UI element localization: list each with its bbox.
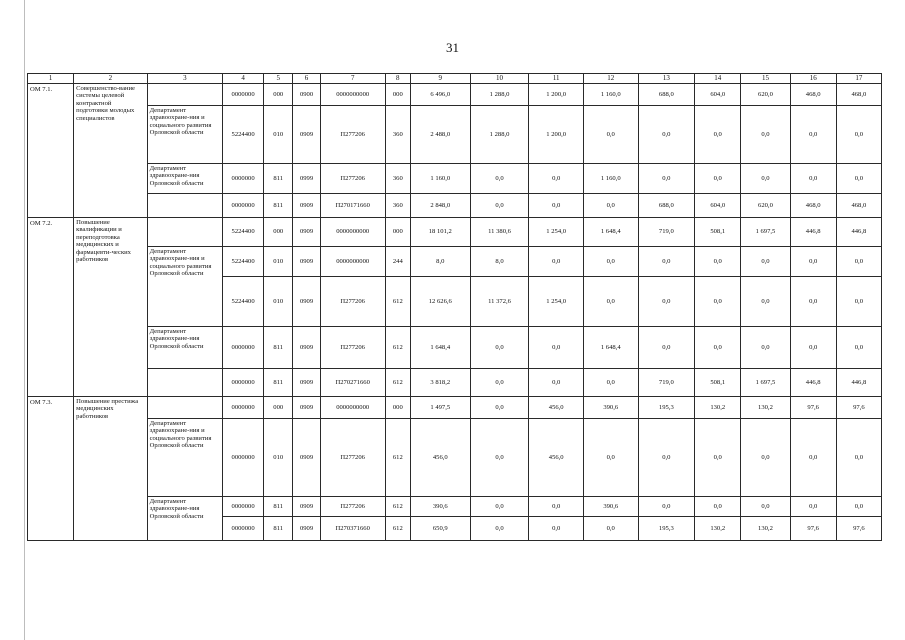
grbs-code-cell: 811 (264, 164, 293, 194)
year1-cell: 11 380,6 (470, 218, 529, 247)
year3-cell: 0,0 (583, 247, 638, 277)
expense-type-cell: 612 (385, 419, 410, 497)
measure-code-cell: ОМ 7.3. (28, 397, 74, 541)
year5-cell: 0,0 (695, 247, 741, 277)
column-number: 14 (695, 74, 741, 84)
year5-cell: 508,1 (695, 369, 741, 397)
kbk-code-cell: 5224400 (223, 247, 264, 277)
year2-cell: 0,0 (529, 497, 584, 517)
kbk-code-cell: 5224400 (223, 218, 264, 247)
expense-type-cell: 360 (385, 106, 410, 164)
year1-cell: 0,0 (470, 397, 529, 419)
year8-cell: 0,0 (836, 277, 881, 327)
total-cell: 1 497,5 (410, 397, 470, 419)
target-item-cell: П270171660 (320, 194, 385, 218)
left-margin-rule (24, 0, 25, 640)
grbs-code-cell: 010 (264, 247, 293, 277)
year3-cell: 0,0 (583, 517, 638, 541)
section-code-cell: 0909 (293, 397, 320, 419)
kbk-code-cell: 0000000 (223, 497, 264, 517)
total-cell: 1 648,4 (410, 327, 470, 369)
year8-cell: 97,6 (836, 397, 881, 419)
year5-cell: 0,0 (695, 327, 741, 369)
table-row (28, 419, 882, 497)
table-row (28, 84, 882, 106)
kbk-code-cell: 5224400 (223, 277, 264, 327)
section-code-cell: 0909 (293, 194, 320, 218)
grbs-code-cell: 811 (264, 327, 293, 369)
column-number: 15 (741, 74, 790, 84)
section-code-cell: 0909 (293, 369, 320, 397)
year4-cell: 0,0 (638, 106, 695, 164)
year4-cell: 0,0 (638, 247, 695, 277)
executor-cell (147, 218, 223, 247)
year8-cell: 468,0 (836, 84, 881, 106)
section-code-cell: 0909 (293, 327, 320, 369)
year6-cell: 0,0 (741, 327, 790, 369)
column-number: 10 (470, 74, 529, 84)
section-code-cell: 0909 (293, 247, 320, 277)
measure-name-cell: Повышение престижа медицинских работников (74, 397, 147, 541)
target-item-cell: П277206 (320, 106, 385, 164)
expense-type-cell: 360 (385, 194, 410, 218)
total-cell: 18 101,2 (410, 218, 470, 247)
year3-cell: 390,6 (583, 397, 638, 419)
year2-cell: 1 254,0 (529, 277, 584, 327)
target-item-cell: П277206 (320, 327, 385, 369)
year8-cell: 0,0 (836, 164, 881, 194)
year5-cell: 0,0 (695, 164, 741, 194)
section-code-cell: 0909 (293, 106, 320, 164)
year7-cell: 446,8 (790, 218, 836, 247)
year6-cell: 0,0 (741, 106, 790, 164)
year6-cell: 620,0 (741, 194, 790, 218)
executor-cell: Департамент здравоохране-ния Орловской области (147, 164, 223, 194)
target-item-cell: П270271660 (320, 369, 385, 397)
year4-cell: 0,0 (638, 164, 695, 194)
year6-cell: 1 697,5 (741, 218, 790, 247)
year2-cell: 456,0 (529, 419, 584, 497)
year2-cell: 0,0 (529, 247, 584, 277)
year5-cell: 0,0 (695, 497, 741, 517)
year3-cell: 0,0 (583, 106, 638, 164)
target-item-cell: 0000000000 (320, 247, 385, 277)
expense-type-cell: 612 (385, 369, 410, 397)
executor-cell (147, 369, 223, 397)
target-item-cell: П277206 (320, 277, 385, 327)
table-row (28, 369, 882, 397)
column-number: 1 (28, 74, 74, 84)
expense-type-cell: 612 (385, 277, 410, 327)
target-item-cell: П277206 (320, 497, 385, 517)
section-code-cell: 0909 (293, 277, 320, 327)
year6-cell: 130,2 (741, 397, 790, 419)
year8-cell: 0,0 (836, 247, 881, 277)
year7-cell: 0,0 (790, 277, 836, 327)
year6-cell: 0,0 (741, 277, 790, 327)
year3-cell: 0,0 (583, 369, 638, 397)
executor-cell: Департамент здравоохране-ния и социального развития Орловской области (147, 247, 223, 327)
column-number: 17 (836, 74, 881, 84)
column-number: 9 (410, 74, 470, 84)
grbs-code-cell: 811 (264, 369, 293, 397)
year4-cell: 195,3 (638, 517, 695, 541)
column-number: 16 (790, 74, 836, 84)
column-number: 13 (638, 74, 695, 84)
year4-cell: 195,3 (638, 397, 695, 419)
year1-cell: 0,0 (470, 419, 529, 497)
year7-cell: 0,0 (790, 164, 836, 194)
total-cell: 3 818,2 (410, 369, 470, 397)
target-item-cell: 0000000000 (320, 218, 385, 247)
measure-name-cell: Совершенство-вание системы целевой контрактной подготовки молодых специалистов (74, 84, 147, 218)
column-number: 3 (147, 74, 223, 84)
measure-code-cell: ОМ 7.2. (28, 218, 74, 397)
year1-cell: 0,0 (470, 327, 529, 369)
year2-cell: 1 254,0 (529, 218, 584, 247)
column-number: 12 (583, 74, 638, 84)
column-number: 5 (264, 74, 293, 84)
year2-cell: 0,0 (529, 369, 584, 397)
year5-cell: 604,0 (695, 84, 741, 106)
column-number: 6 (293, 74, 320, 84)
year6-cell: 0,0 (741, 419, 790, 497)
year8-cell: 0,0 (836, 327, 881, 369)
kbk-code-cell: 0000000 (223, 397, 264, 419)
year1-cell: 0,0 (470, 517, 529, 541)
target-item-cell: 0000000000 (320, 84, 385, 106)
target-item-cell: П277206 (320, 164, 385, 194)
column-number: 7 (320, 74, 385, 84)
year4-cell: 0,0 (638, 497, 695, 517)
executor-cell: Департамент здравоохране-ния Орловской области (147, 327, 223, 369)
year6-cell: 130,2 (741, 517, 790, 541)
executor-cell (147, 84, 223, 106)
page-number: 31 (446, 40, 459, 55)
year4-cell: 688,0 (638, 84, 695, 106)
column-number: 2 (74, 74, 147, 84)
year6-cell: 620,0 (741, 84, 790, 106)
year4-cell: 688,0 (638, 194, 695, 218)
total-cell: 650,9 (410, 517, 470, 541)
year7-cell: 0,0 (790, 106, 836, 164)
section-code-cell: 0909 (293, 517, 320, 541)
kbk-code-cell: 0000000 (223, 194, 264, 218)
grbs-code-cell: 010 (264, 277, 293, 327)
year8-cell: 0,0 (836, 419, 881, 497)
column-number: 4 (223, 74, 264, 84)
measure-code-cell: ОМ 7.1. (28, 84, 74, 218)
expense-type-cell: 612 (385, 327, 410, 369)
year3-cell: 390,6 (583, 497, 638, 517)
year2-cell: 1 200,0 (529, 84, 584, 106)
kbk-code-cell: 0000000 (223, 517, 264, 541)
grbs-code-cell: 811 (264, 194, 293, 218)
year2-cell: 0,0 (529, 164, 584, 194)
kbk-code-cell: 5224400 (223, 106, 264, 164)
year3-cell: 1 648,4 (583, 218, 638, 247)
section-code-cell: 0909 (293, 419, 320, 497)
year6-cell: 0,0 (741, 164, 790, 194)
year1-cell: 11 372,6 (470, 277, 529, 327)
kbk-code-cell: 0000000 (223, 84, 264, 106)
table-row (28, 218, 882, 247)
kbk-code-cell: 0000000 (223, 419, 264, 497)
table-row (28, 247, 882, 277)
year5-cell: 0,0 (695, 419, 741, 497)
year5-cell: 130,2 (695, 517, 741, 541)
executor-cell: Департамент здравоохране-ния и социального развития Орловской области (147, 106, 223, 164)
kbk-code-cell: 0000000 (223, 327, 264, 369)
table-body (28, 74, 882, 541)
target-item-cell: П277206 (320, 419, 385, 497)
total-cell: 390,6 (410, 497, 470, 517)
expense-type-cell: 612 (385, 517, 410, 541)
year3-cell: 1 648,4 (583, 327, 638, 369)
year3-cell: 0,0 (583, 277, 638, 327)
table-row (28, 106, 882, 164)
year6-cell: 0,0 (741, 497, 790, 517)
year3-cell: 0,0 (583, 194, 638, 218)
kbk-code-cell: 0000000 (223, 164, 264, 194)
year5-cell: 508,1 (695, 218, 741, 247)
year1-cell: 0,0 (470, 164, 529, 194)
table-row (28, 497, 882, 517)
year6-cell: 1 697,5 (741, 369, 790, 397)
grbs-code-cell: 811 (264, 497, 293, 517)
year7-cell: 97,6 (790, 397, 836, 419)
year3-cell: 0,0 (583, 419, 638, 497)
year2-cell: 1 200,0 (529, 106, 584, 164)
total-cell: 2 488,0 (410, 106, 470, 164)
table-row (28, 397, 882, 419)
year7-cell: 0,0 (790, 327, 836, 369)
expense-type-cell: 612 (385, 497, 410, 517)
section-code-cell: 0909 (293, 497, 320, 517)
table-row (28, 194, 882, 218)
year7-cell: 0,0 (790, 419, 836, 497)
expense-type-cell: 000 (385, 218, 410, 247)
column-number: 8 (385, 74, 410, 84)
grbs-code-cell: 000 (264, 397, 293, 419)
year5-cell: 604,0 (695, 194, 741, 218)
expense-type-cell: 000 (385, 397, 410, 419)
year7-cell: 97,6 (790, 517, 836, 541)
grbs-code-cell: 010 (264, 106, 293, 164)
budget-table (27, 73, 882, 541)
total-cell: 1 160,0 (410, 164, 470, 194)
year5-cell: 0,0 (695, 277, 741, 327)
target-item-cell: П270371660 (320, 517, 385, 541)
year7-cell: 468,0 (790, 194, 836, 218)
year7-cell: 0,0 (790, 247, 836, 277)
year2-cell: 0,0 (529, 194, 584, 218)
year7-cell: 0,0 (790, 497, 836, 517)
grbs-code-cell: 811 (264, 517, 293, 541)
section-code-cell: 0999 (293, 164, 320, 194)
total-cell: 12 626,6 (410, 277, 470, 327)
executor-cell: Департамент здравоохране-ния и социального развития Орловской области (147, 419, 223, 497)
executor-cell (147, 194, 223, 218)
total-cell: 2 848,0 (410, 194, 470, 218)
year7-cell: 446,8 (790, 369, 836, 397)
year1-cell: 8,0 (470, 247, 529, 277)
target-item-cell: 0000000000 (320, 397, 385, 419)
executor-cell (147, 397, 223, 419)
column-number: 11 (529, 74, 584, 84)
total-cell: 456,0 (410, 419, 470, 497)
expense-type-cell: 000 (385, 84, 410, 106)
year5-cell: 0,0 (695, 106, 741, 164)
year4-cell: 719,0 (638, 218, 695, 247)
section-code-cell: 0909 (293, 218, 320, 247)
year1-cell: 0,0 (470, 194, 529, 218)
year1-cell: 0,0 (470, 497, 529, 517)
year6-cell: 0,0 (741, 247, 790, 277)
year2-cell: 0,0 (529, 517, 584, 541)
section-code-cell: 0900 (293, 84, 320, 106)
year2-cell: 0,0 (529, 327, 584, 369)
year4-cell: 0,0 (638, 277, 695, 327)
year3-cell: 1 160,0 (583, 164, 638, 194)
year1-cell: 0,0 (470, 369, 529, 397)
year8-cell: 468,0 (836, 194, 881, 218)
expense-type-cell: 244 (385, 247, 410, 277)
year7-cell: 468,0 (790, 84, 836, 106)
year4-cell: 0,0 (638, 327, 695, 369)
table-row (28, 327, 882, 369)
kbk-code-cell: 0000000 (223, 369, 264, 397)
year8-cell: 97,6 (836, 517, 881, 541)
year8-cell: 0,0 (836, 497, 881, 517)
table-row (28, 164, 882, 194)
grbs-code-cell: 010 (264, 419, 293, 497)
year1-cell: 1 288,0 (470, 84, 529, 106)
year1-cell: 1 288,0 (470, 106, 529, 164)
grbs-code-cell: 000 (264, 218, 293, 247)
column-number-row (28, 74, 882, 84)
expense-type-cell: 360 (385, 164, 410, 194)
year8-cell: 0,0 (836, 106, 881, 164)
executor-cell: Департамент здравоохране-ния Орловской области (147, 497, 223, 541)
year4-cell: 719,0 (638, 369, 695, 397)
year2-cell: 456,0 (529, 397, 584, 419)
total-cell: 8,0 (410, 247, 470, 277)
year8-cell: 446,8 (836, 369, 881, 397)
year4-cell: 0,0 (638, 419, 695, 497)
year5-cell: 130,2 (695, 397, 741, 419)
year3-cell: 1 160,0 (583, 84, 638, 106)
total-cell: 6 496,0 (410, 84, 470, 106)
year8-cell: 446,8 (836, 218, 881, 247)
measure-name-cell: Повышение квалификации и переподготовка медицинских и фармацевти-ческих работников (74, 218, 147, 397)
grbs-code-cell: 000 (264, 84, 293, 106)
